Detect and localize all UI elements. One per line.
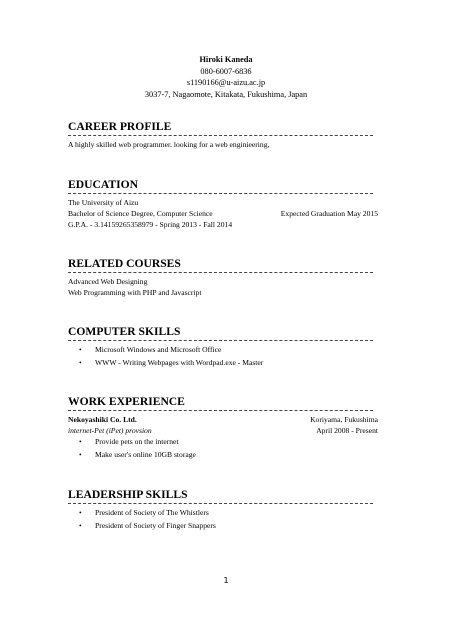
degree-row xyxy=(68,208,378,219)
section-title: LEADERSHIP SKILLS xyxy=(68,488,188,501)
section-divider xyxy=(68,503,373,504)
career-profile-text: A highly skilled web programmer. looking for a web enginieering, xyxy=(68,140,270,149)
list-item: • President of Society of The Whistlers xyxy=(68,507,378,520)
section-title: CAREER PROFILE xyxy=(68,120,172,133)
section-title: EDUCATION xyxy=(68,178,138,191)
related-courses-section xyxy=(68,257,378,298)
work-experience-section xyxy=(68,395,378,461)
leadership-skills-section xyxy=(68,488,378,532)
section-title: COMPUTER SKILLS xyxy=(68,325,181,338)
career-profile-section xyxy=(68,120,378,150)
section-divider xyxy=(68,272,373,273)
list-item: • Microsoft Windows and Microsoft Office xyxy=(68,344,378,357)
bullet-icon: • xyxy=(79,345,82,354)
email-address: s1190166@u-aizu.ac.jp xyxy=(186,78,266,88)
list-item: • WWW - Writing Webpages with Wordpad.exe - Master xyxy=(68,357,378,370)
gpa: G.P.A. - 3.14159265358979 - Spring 2013 - Fall 2014 xyxy=(68,220,233,229)
phone-number: 080-6007-6836 xyxy=(200,66,252,76)
section-title: RELATED COURSES xyxy=(68,257,181,270)
job-role: internet-Pet (iPet) provsion xyxy=(68,426,152,435)
bullet-icon: • xyxy=(79,508,82,517)
role-row xyxy=(68,425,378,436)
list-item: • President of Society of Finger Snappers xyxy=(68,520,378,533)
section-title: WORK EXPERIENCE xyxy=(68,395,185,408)
bullet-icon: • xyxy=(79,437,82,446)
course-item: Advanced Web Designing xyxy=(68,277,148,286)
bullet-icon: • xyxy=(79,357,82,367)
computer-skills-section xyxy=(68,325,378,369)
contact-header xyxy=(0,54,452,100)
course-item: Web Programming with PHP and Javascript xyxy=(68,288,202,297)
section-divider xyxy=(68,340,373,341)
section-divider xyxy=(68,135,373,136)
list-item: • Make user's online 10GB storage xyxy=(68,449,378,462)
employer-row xyxy=(68,414,378,425)
page-number: 1 xyxy=(223,576,229,585)
degree: Bachelor of Science Degree, Computer Science xyxy=(68,209,213,218)
company-location: Koriyama, Fukushima xyxy=(310,415,378,424)
section-divider xyxy=(68,193,373,194)
postal-address: 3037-7, Nagaomote, Kitakata, Fukushima, Japan xyxy=(144,89,308,99)
applicant-name: Hiroki Kaneda xyxy=(199,55,253,64)
employment-dates: April 2008 - Present xyxy=(316,426,378,435)
bullet-icon: • xyxy=(79,449,82,459)
graduation-date: Expected Graduation May 2015 xyxy=(280,209,378,218)
bullet-icon: • xyxy=(79,520,82,530)
list-item: • Provide pets on the internet xyxy=(68,436,378,449)
education-section xyxy=(68,178,378,230)
school-name: The University of Aizu xyxy=(68,198,139,207)
section-divider xyxy=(68,410,373,411)
company-name: Nekoyashiki Co. Ltd. xyxy=(68,415,137,424)
